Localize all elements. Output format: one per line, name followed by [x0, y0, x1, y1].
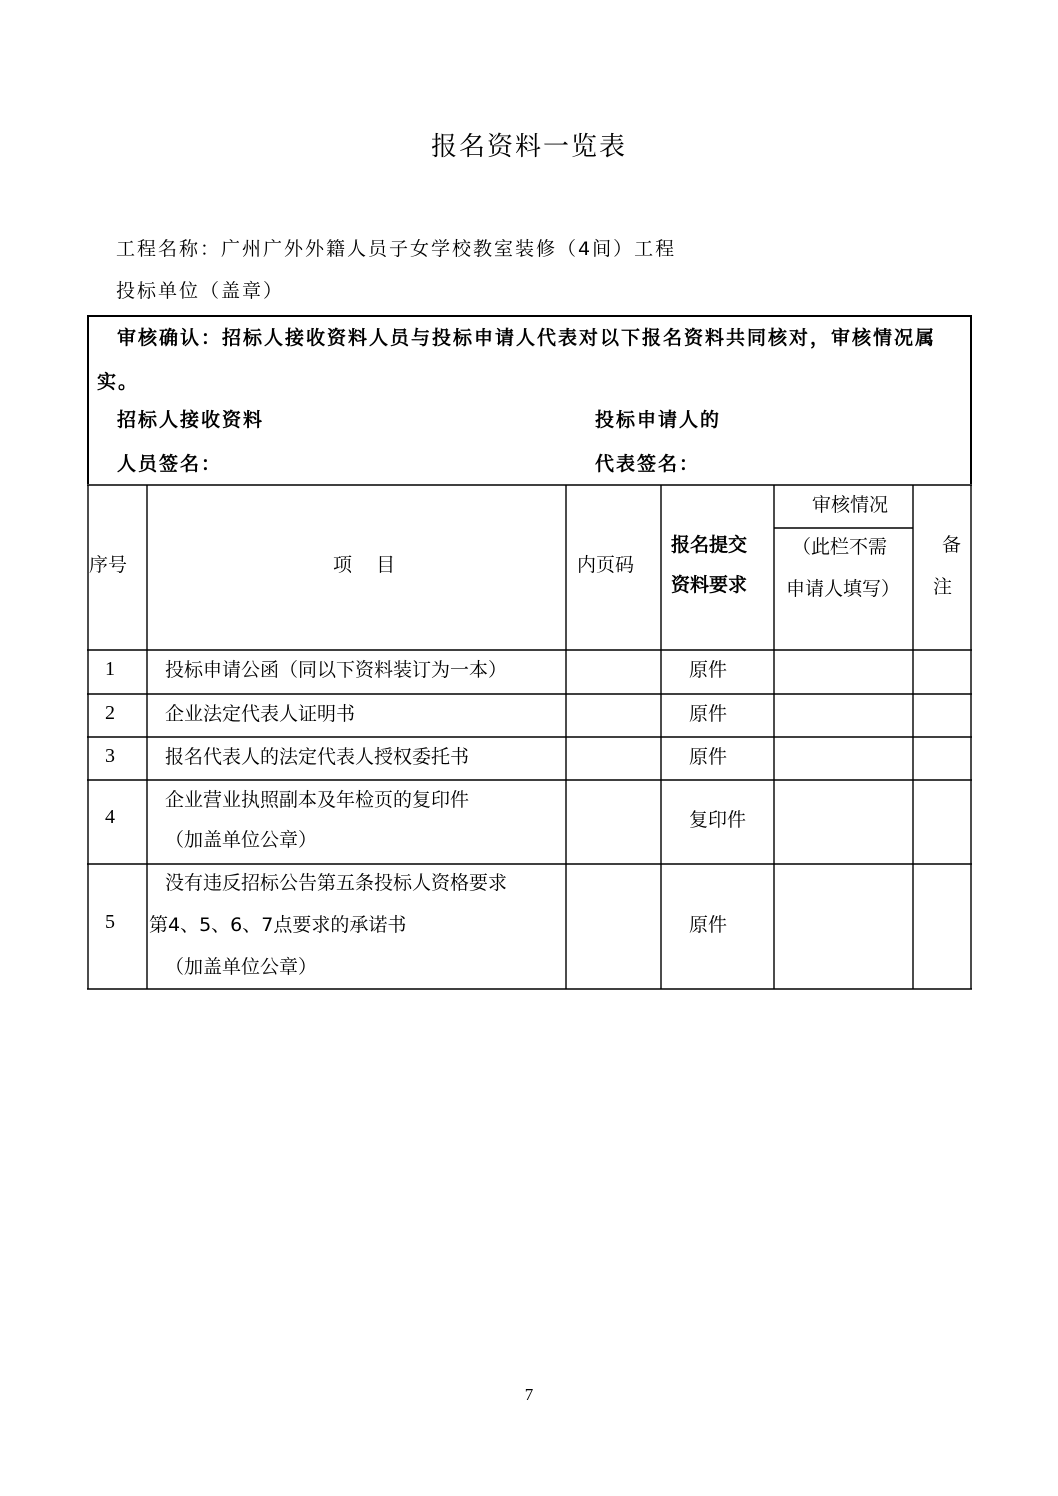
receiver-signature-label: 人员签名： [117, 453, 223, 475]
receiver-label-line-1: 招标人接收资料 [117, 409, 265, 431]
row-5-item-line-1: 没有违反招标公告第五条投标人资格要求 [165, 872, 508, 894]
document-table [87, 484, 972, 990]
header-review-note-line-2: 申请人填写） [786, 578, 901, 600]
header-requirement-line-1: 报名提交 [671, 534, 748, 556]
header-page: 内页码 [577, 554, 635, 576]
header-review-note-line-1: （此栏不需 [792, 536, 888, 558]
confirmation-text-line-2: 实。 [97, 371, 140, 393]
row-5-requirement: 原件 [689, 914, 728, 936]
row-2-requirement: 原件 [689, 703, 728, 725]
header-review-status: 审核情况 [812, 494, 889, 516]
applicant-label-line-1: 投标申请人的 [595, 409, 722, 431]
row-4-number: 4 [105, 806, 115, 828]
row-5-number: 5 [105, 911, 115, 933]
applicant-signature-label: 代表签名： [595, 453, 701, 475]
header-requirement-line-2: 资料要求 [671, 574, 748, 596]
row-4-item-line-2: （加盖单位公章） [165, 829, 318, 851]
header-item: 项 目 [333, 554, 396, 576]
review-confirmation-box [87, 315, 972, 484]
header-remark-line-1: 备 [942, 534, 962, 556]
row-3-number: 3 [105, 745, 115, 767]
row-5-item-line-2: 第4、5、6、7点要求的承诺书 [149, 914, 407, 936]
row-3-item: 报名代表人的法定代表人授权委托书 [165, 746, 470, 768]
row-1-item: 投标申请公函（同以下资料装订为一本） [165, 659, 508, 681]
row-3-requirement: 原件 [689, 746, 728, 768]
confirmation-text-line-1: 审核确认：招标人接收资料人员与投标申请人代表对以下报名资料共同核对，审核情况属 [117, 327, 937, 349]
row-2-number: 2 [105, 702, 115, 724]
row-4-requirement: 复印件 [689, 809, 747, 831]
project-name-line: 工程名称：广州广外外籍人员子女学校教室装修（4间）工程 [116, 238, 677, 260]
bidder-line: 投标单位（盖章） [116, 280, 285, 302]
row-5-item-line-3: （加盖单位公章） [165, 956, 318, 978]
row-4-item-line-1: 企业营业执照副本及年检页的复印件 [165, 789, 470, 811]
page-title: 报名资料一览表 [430, 132, 627, 162]
header-seq: 序号 [89, 554, 128, 576]
row-1-requirement: 原件 [689, 659, 728, 681]
row-2-item: 企业法定代表人证明书 [165, 703, 356, 725]
row-1-number: 1 [105, 658, 115, 680]
page-number: 7 [524, 1385, 534, 1404]
header-remark-line-2: 注 [933, 576, 953, 598]
